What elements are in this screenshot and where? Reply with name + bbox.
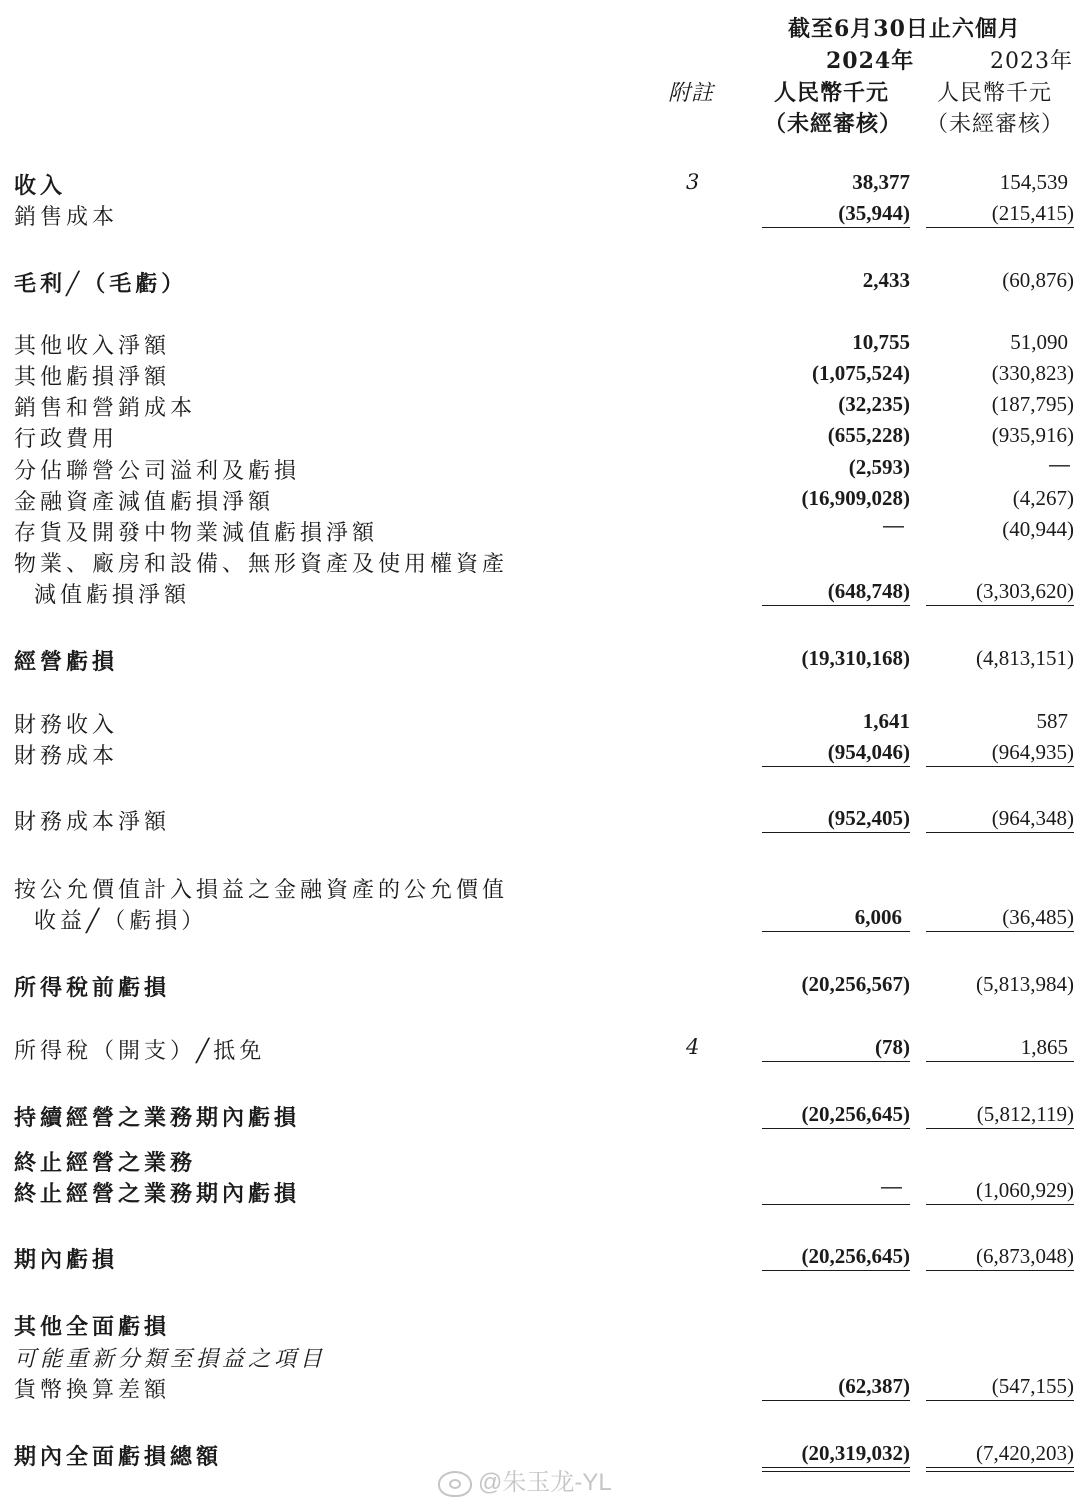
value-2024-gross: 2,433 <box>862 268 910 292</box>
value-2023-total: (7,420,203) <box>976 1441 1074 1465</box>
value-2023-net-finance: (964,348) <box>991 806 1074 830</box>
row-label-finance-costs: 財務成本 <box>14 744 119 769</box>
value-2024-finance-income: 1,641 <box>862 709 910 733</box>
underline-2023 <box>926 1400 1074 1401</box>
row-label-tax: 所得稅（開支）╱抵免 <box>14 1039 266 1064</box>
value-2023-selling: (187,795) <box>991 392 1074 416</box>
value-2024-discontinued: — <box>881 1175 902 1198</box>
row-label-fin-asset-impair: 金融資產減值虧損淨額 <box>14 490 275 515</box>
value-2023-inventory-impair: (40,944) <box>1002 517 1074 541</box>
value-2023-tax: 1,865 <box>1020 1035 1068 1059</box>
double-underline-2023 <box>926 1471 1074 1472</box>
value-2024-selling: (32,235) <box>838 392 910 416</box>
row-note-tax: 4 <box>686 1035 700 1059</box>
value-2024-operating-loss: (19,310,168) <box>801 646 910 670</box>
row-label-other-income: 其他收入淨額 <box>14 334 171 359</box>
row-label-operating-loss: 經營虧損 <box>14 649 119 675</box>
row-label-pretax: 所得稅前虧損 <box>14 975 171 1001</box>
row-label-admin: 行政費用 <box>14 427 119 452</box>
row-label-fvpl-line1: 按公允價值計入損益之金融資產的公允價值 <box>14 878 509 903</box>
value-2024-continuing: (20,256,645) <box>801 1102 910 1126</box>
underline-2024 <box>762 1061 910 1062</box>
row-label-net-finance: 財務成本淨額 <box>14 810 171 835</box>
double-underline-2024 <box>762 1471 910 1472</box>
underline-2024 <box>762 227 910 228</box>
underline-2024 <box>762 1128 910 1129</box>
row-label-finance-income: 財務收入 <box>14 713 119 738</box>
value-2024-total: (20,319,032) <box>801 1441 910 1465</box>
value-2024-inventory-impair: — <box>883 514 904 537</box>
value-2023-fvpl: (36,485) <box>1002 905 1074 929</box>
value-2023-continuing: (5,812,119) <box>976 1102 1074 1126</box>
row-label-oci-head: 其他全面虧損 <box>14 1314 171 1340</box>
value-2024-tax: (78) <box>875 1035 910 1059</box>
row-label-discontinued-head: 終止經營之業務 <box>14 1150 197 1176</box>
underline-2024 <box>762 832 910 833</box>
value-2023-other-losses: (330,823) <box>991 361 1074 385</box>
row-label-ppe-impair-line2: 減值虧損淨額 <box>34 583 191 608</box>
watermark <box>438 1462 612 1497</box>
value-2023-associates: — <box>1049 453 1070 476</box>
double-underline-2024 <box>762 1467 910 1468</box>
underline-2023 <box>926 1061 1074 1062</box>
value-2023-admin: (935,916) <box>991 423 1074 447</box>
value-2023-fx: (547,155) <box>991 1374 1074 1398</box>
currency-current-header: 人民幣千元 <box>774 80 890 106</box>
value-2024-fx: (62,387) <box>838 1374 910 1398</box>
underline-2024 <box>762 931 910 932</box>
row-label-discontinued: 終止經營之業務期內虧損 <box>14 1181 301 1207</box>
year-current-header: 2024年 <box>826 48 915 74</box>
underline-2023 <box>926 766 1074 767</box>
value-2023-period-loss: (6,873,048) <box>976 1244 1074 1268</box>
value-2023-revenue: 154,539 <box>999 170 1068 194</box>
note-column-header: 附註 <box>668 81 715 106</box>
row-label-oci-sub: 可能重新分類至損益之項目 <box>14 1347 327 1372</box>
double-underline-2023 <box>926 1467 1074 1468</box>
value-2024-other-income: 10,755 <box>852 330 910 354</box>
value-2024-finance-costs: (954,046) <box>827 740 910 764</box>
year-prior-header: 2023年 <box>990 49 1073 74</box>
value-2024-ppe-impair: (648,748) <box>827 579 910 603</box>
row-label-inventory-impair: 存貨及開發中物業減值虧損淨額 <box>14 521 379 546</box>
value-2023-cost-of-sales: (215,415) <box>991 201 1074 225</box>
underline-2024 <box>762 1270 910 1271</box>
value-2024-fin-asset-impair: (16,909,028) <box>801 486 910 510</box>
underline-2023 <box>926 227 1074 228</box>
value-2023-discontinued: (1,060,929) <box>976 1178 1074 1202</box>
row-label-revenue: 收入 <box>14 173 67 199</box>
underline-2023 <box>926 605 1074 606</box>
audit-prior-header: （未經審核） <box>926 112 1065 137</box>
value-2024-revenue: 38,377 <box>852 170 910 194</box>
value-2023-pretax: (5,813,984) <box>976 972 1074 996</box>
value-2024-associates: (2,593) <box>848 455 910 479</box>
row-label-other-losses: 其他虧損淨額 <box>14 365 171 390</box>
value-2023-fin-asset-impair: (4,267) <box>1012 486 1074 510</box>
underline-2023 <box>926 1128 1074 1129</box>
underline-2023 <box>926 1204 1074 1205</box>
underline-2024 <box>762 766 910 767</box>
underline-2023 <box>926 1270 1074 1271</box>
row-label-selling: 銷售和營銷成本 <box>14 396 197 421</box>
value-2024-net-finance: (952,405) <box>827 806 910 830</box>
row-label-cost-of-sales: 銷售成本 <box>14 205 119 230</box>
row-label-total: 期內全面虧損總額 <box>14 1444 223 1470</box>
row-label-fvpl-line2: 收益╱（虧損） <box>34 909 208 934</box>
underline-2024 <box>762 1400 910 1401</box>
underline-2023 <box>926 931 1074 932</box>
audit-current-header: （未經審核） <box>764 111 903 137</box>
value-2024-period-loss: (20,256,645) <box>801 1244 910 1268</box>
value-2023-finance-income: 587 <box>1036 709 1068 733</box>
weibo-icon <box>438 1471 472 1497</box>
value-2023-finance-costs: (964,935) <box>991 740 1074 764</box>
underline-2024 <box>762 605 910 606</box>
underline-2023 <box>926 832 1074 833</box>
row-label-period-loss: 期內虧損 <box>14 1247 119 1273</box>
value-2023-other-income: 51,090 <box>1010 330 1068 354</box>
row-label-gross: 毛利╱（毛虧） <box>14 271 188 297</box>
value-2023-gross: (60,876) <box>1002 268 1074 292</box>
underline-2024 <box>762 1204 910 1205</box>
value-2024-pretax: (20,256,567) <box>801 972 910 996</box>
value-2023-ppe-impair: (3,303,620) <box>976 579 1074 603</box>
value-2023-operating-loss: (4,813,151) <box>976 646 1074 670</box>
currency-prior-header: 人民幣千元 <box>937 81 1053 106</box>
row-label-continuing: 持續經營之業務期內虧損 <box>14 1105 301 1131</box>
period-header: 截至6月30日止六個月 <box>788 16 1021 42</box>
row-label-ppe-impair-line1: 物業、廠房和設備、無形資產及使用權資產 <box>14 552 509 577</box>
value-2024-cost-of-sales: (35,944) <box>838 201 910 225</box>
value-2024-admin: (655,228) <box>827 423 910 447</box>
row-label-fx: 貨幣換算差額 <box>14 1378 171 1403</box>
row-note-revenue: 3 <box>686 170 700 194</box>
value-2024-fvpl: 6,006 <box>854 905 902 929</box>
value-2024-other-losses: (1,075,524) <box>812 361 910 385</box>
row-label-associates: 分佔聯營公司溢利及虧損 <box>14 459 301 484</box>
watermark-text: @朱玉龙-YL <box>478 1469 612 1496</box>
